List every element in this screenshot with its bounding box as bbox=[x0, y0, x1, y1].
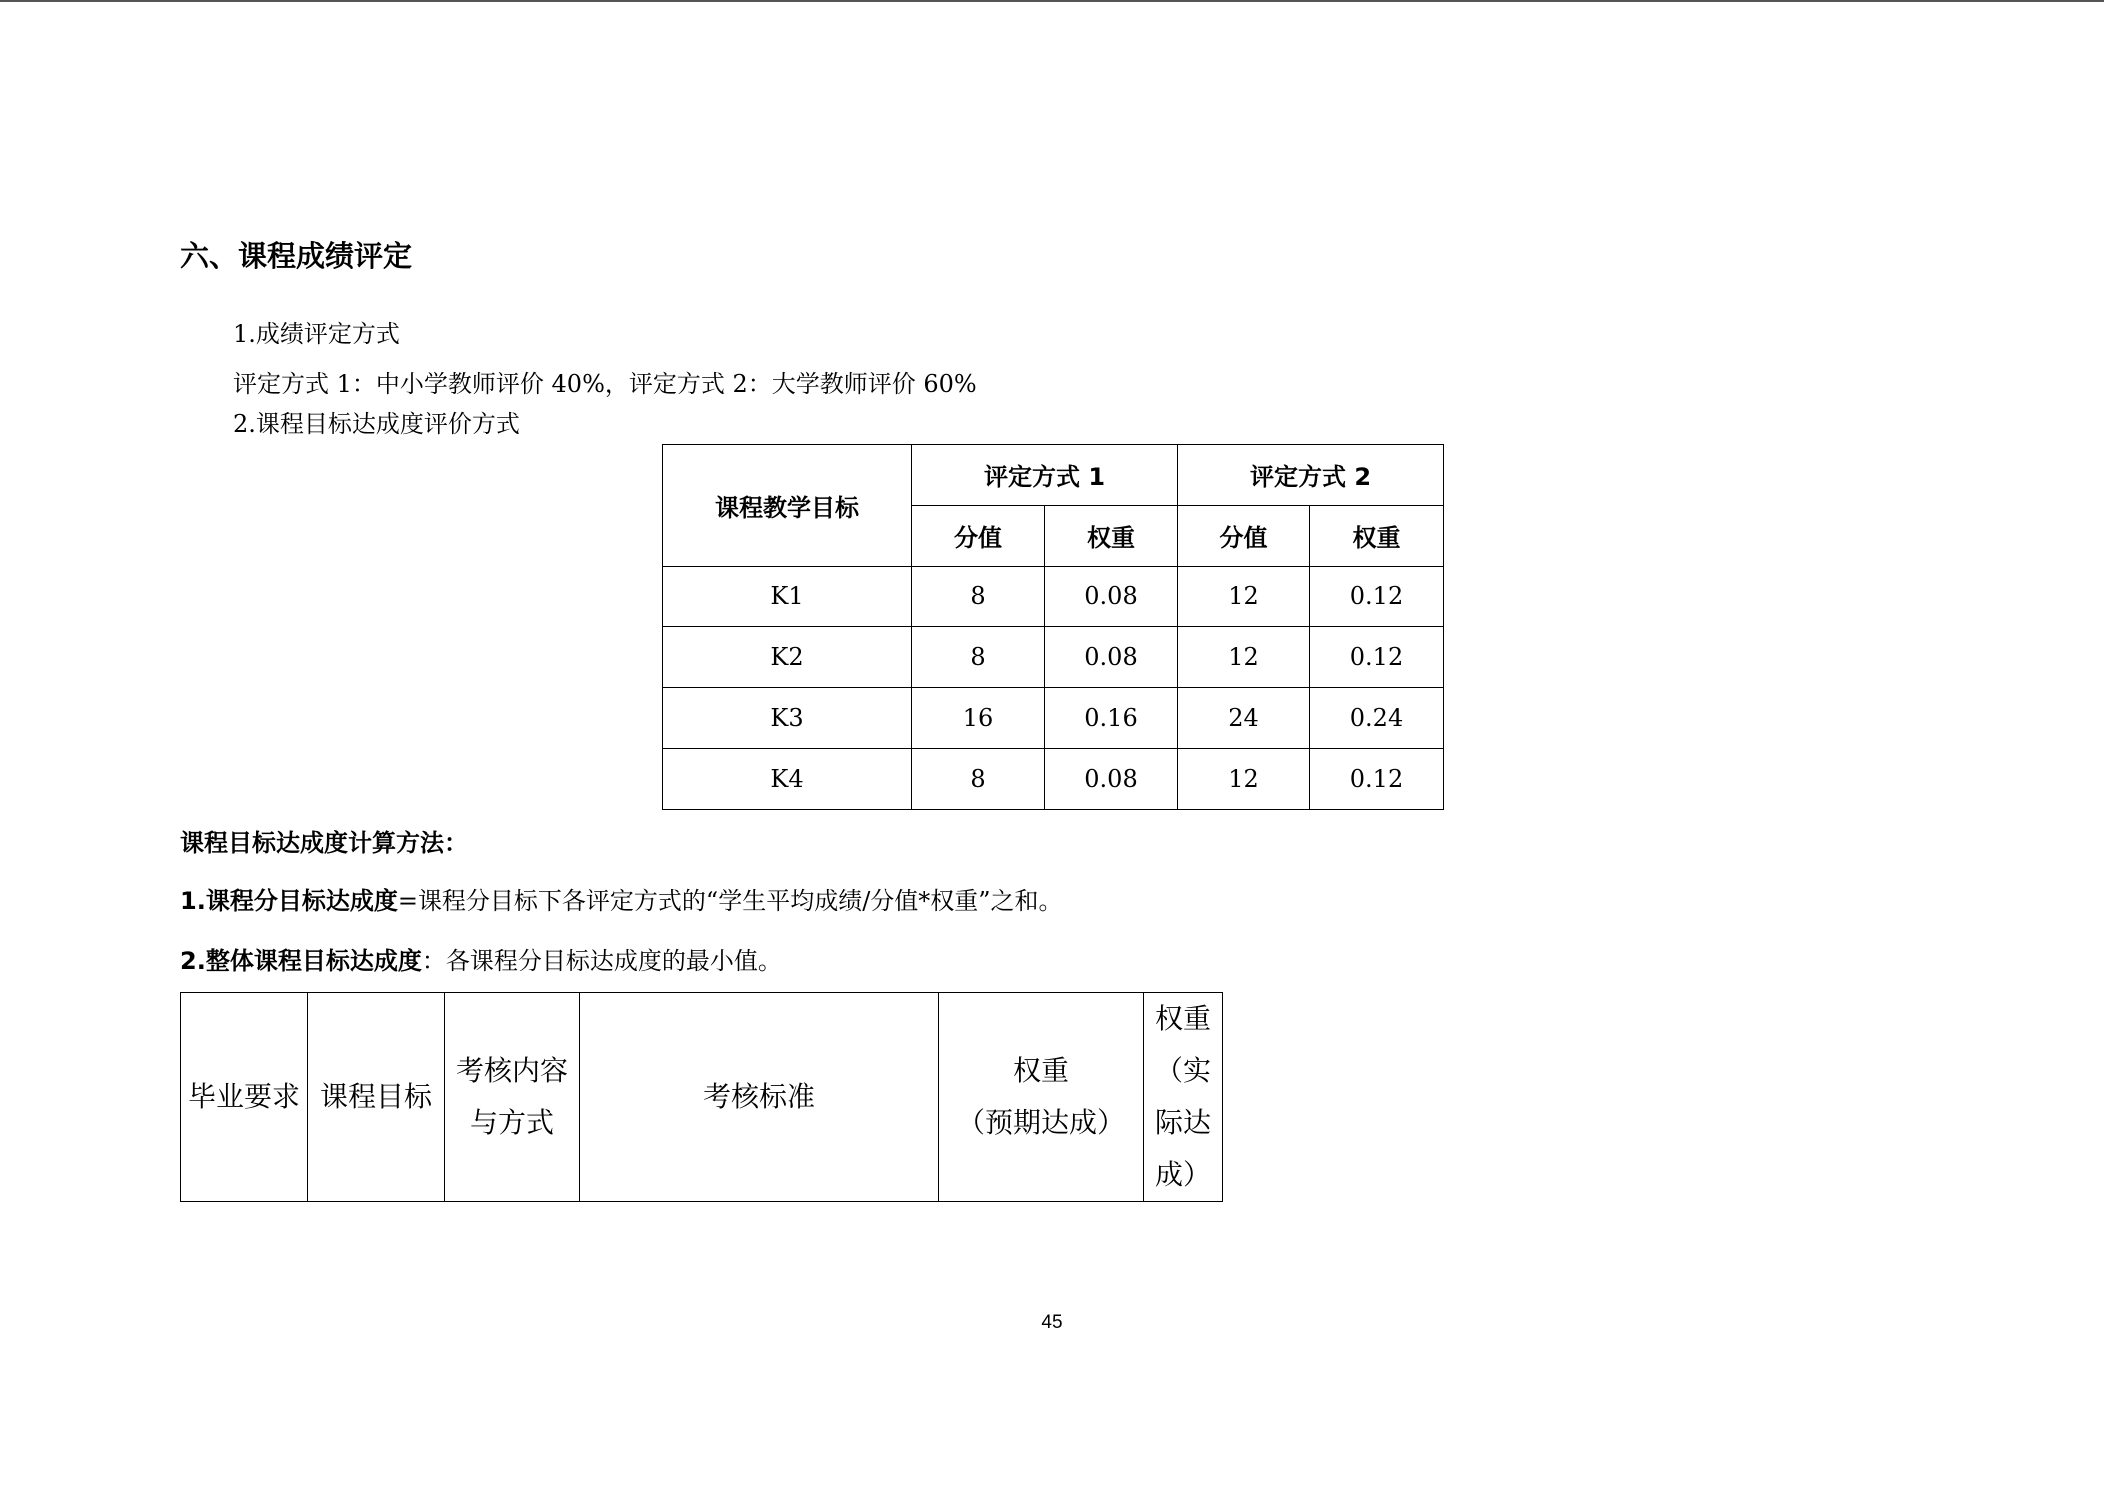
header-assessment-content-line2: 与方式 bbox=[469, 1106, 554, 1139]
header-method-2: 评定方式 2 bbox=[1178, 445, 1444, 506]
goal-cell: K4 bbox=[663, 748, 912, 809]
table-header-row bbox=[663, 445, 1444, 506]
calc-item-2-term: 2.整体课程目标达成度 bbox=[180, 947, 422, 975]
header-assessment-criteria: 考核标准 bbox=[580, 993, 939, 1202]
m1-score-cell: 8 bbox=[912, 748, 1045, 809]
table-row bbox=[663, 688, 1444, 749]
assessment-header-row bbox=[181, 993, 1223, 1202]
header-expected-weight-line2: （预期达成） bbox=[956, 1106, 1125, 1139]
subheading-goal-evaluation: 2.课程目标达成度评价方式 bbox=[233, 410, 520, 438]
subheading-grading-method: 1.成绩评定方式 bbox=[233, 320, 400, 348]
header-course-goal: 课程教学目标 bbox=[663, 445, 912, 567]
page-number: 45 bbox=[1041, 1312, 1063, 1333]
table-row bbox=[663, 627, 1444, 688]
section-title: 六、课程成绩评定 bbox=[180, 239, 413, 273]
header-actual-weight-line3: 际达 bbox=[1154, 1106, 1211, 1139]
m1-weight-cell: 0.08 bbox=[1045, 566, 1178, 627]
m1-weight-cell: 0.08 bbox=[1045, 627, 1178, 688]
header-assessment-content bbox=[445, 993, 580, 1202]
table-row bbox=[663, 566, 1444, 627]
assessment-table bbox=[180, 992, 1223, 1202]
m1-score-cell: 8 bbox=[912, 627, 1045, 688]
header-graduation-requirement: 毕业要求 bbox=[181, 993, 308, 1202]
m2-score-cell: 24 bbox=[1178, 688, 1310, 749]
calc-item-1-definition: =课程分目标下各评定方式的“学生平均成绩/分值*权重”之和。 bbox=[397, 887, 1063, 915]
header-method-1: 评定方式 1 bbox=[912, 445, 1178, 506]
goal-weights-table bbox=[662, 444, 1444, 810]
calc-method-heading: 课程目标达成度计算方法： bbox=[180, 829, 468, 857]
header-course-goal: 课程目标 bbox=[308, 993, 445, 1202]
m2-weight-cell: 0.24 bbox=[1310, 688, 1444, 749]
evaluation-method-line: 评定方式 1：中小学教师评价 40%，评定方式 2：大学教师评价 60% bbox=[233, 370, 977, 398]
top-border-line bbox=[0, 0, 2104, 2]
goal-cell: K2 bbox=[663, 627, 912, 688]
header-score-2: 分值 bbox=[1178, 505, 1310, 566]
m2-score-cell: 12 bbox=[1178, 748, 1310, 809]
m1-score-cell: 8 bbox=[912, 566, 1045, 627]
table-row bbox=[663, 748, 1444, 809]
calc-item-2 bbox=[180, 944, 782, 978]
header-actual-weight bbox=[1144, 993, 1223, 1202]
m2-weight-cell: 0.12 bbox=[1310, 627, 1444, 688]
header-actual-weight-line1: 权重 bbox=[1154, 1002, 1211, 1035]
m2-weight-cell: 0.12 bbox=[1310, 566, 1444, 627]
m1-weight-cell: 0.16 bbox=[1045, 688, 1178, 749]
header-actual-weight-line2: （实 bbox=[1154, 1054, 1211, 1087]
goal-cell: K1 bbox=[663, 566, 912, 627]
calc-item-1-term: 1.课程分目标达成度 bbox=[180, 887, 398, 915]
header-weight-1: 权重 bbox=[1045, 505, 1178, 566]
m2-score-cell: 12 bbox=[1178, 627, 1310, 688]
m1-weight-cell: 0.08 bbox=[1045, 748, 1178, 809]
calc-item-1 bbox=[180, 884, 1063, 918]
m1-score-cell: 16 bbox=[912, 688, 1045, 749]
m2-score-cell: 12 bbox=[1178, 566, 1310, 627]
header-expected-weight-line1: 权重 bbox=[1012, 1054, 1069, 1087]
m2-weight-cell: 0.12 bbox=[1310, 748, 1444, 809]
header-expected-weight bbox=[939, 993, 1144, 1202]
calc-item-2-definition: ：各课程分目标达成度的最小值。 bbox=[421, 947, 782, 975]
header-actual-weight-line4: 成） bbox=[1154, 1158, 1211, 1191]
header-score-1: 分值 bbox=[912, 505, 1045, 566]
header-assessment-content-line1: 考核内容 bbox=[455, 1054, 568, 1087]
header-weight-2: 权重 bbox=[1310, 505, 1444, 566]
goal-cell: K3 bbox=[663, 688, 912, 749]
